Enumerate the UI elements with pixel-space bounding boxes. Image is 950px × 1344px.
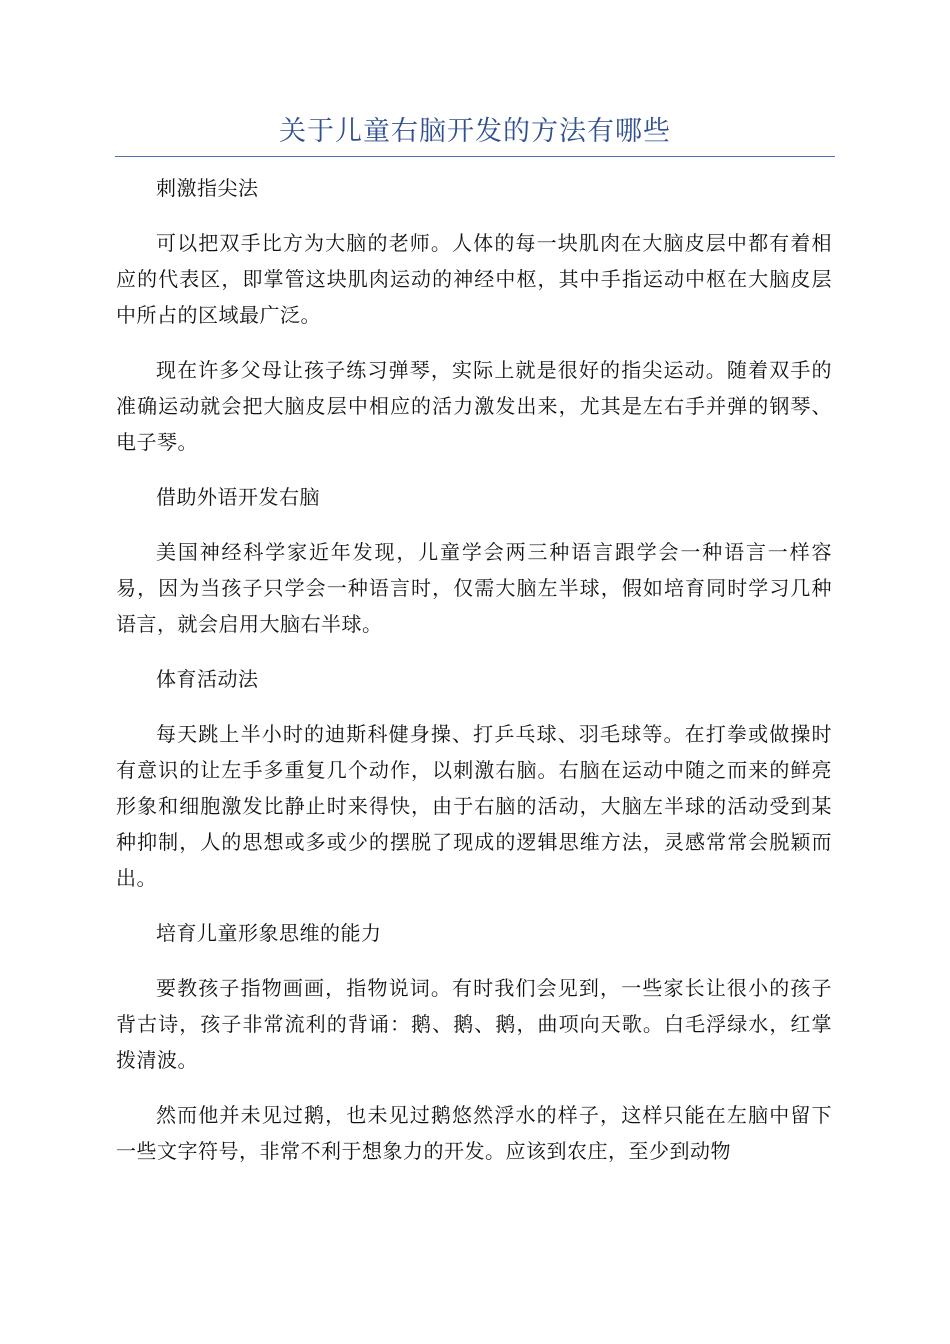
title-block — [115, 112, 835, 157]
body-paragraph: 每天跳上半小时的迪斯科健身操、打乒乓球、羽毛球等。在打拳或做操时有意识的让左手多重复几个动作，以刺激右脑。右脑在运动中随之而来的鲜亮形象和细胞激发比静止时来得快，由于右脑的活动，大脑左半球的活动受到某种抑制，人的思想或多或少的摆脱了现成的逻辑思维方法，灵感常常会脱颖而出。 — [116, 722, 832, 890]
body-paragraph: 要教孩子指物画画，指物说词。有时我们会见到，一些家长让很小的孩子背古诗，孩子非常流利的背诵：鹅、鹅、鹅，曲项向天歌。白毛浮绿水，红掌拨清波。 — [116, 976, 832, 1072]
section-heading: 刺激指尖法 — [156, 176, 259, 200]
section-heading: 借助外语开发右脑 — [156, 485, 320, 509]
section-heading: 体育活动法 — [156, 667, 259, 691]
body-paragraph: 现在许多父母让孩子练习弹琴，实际上就是很好的指尖运动。随着双手的准确运动就会把大脑皮层中相应的活力激发出来，尤其是左右手并弹的钢琴、电子琴。 — [116, 358, 832, 454]
section-heading: 培育儿童形象思维的能力 — [156, 921, 382, 945]
body-paragraph: 然而他并未见过鹅，也未见过鹅悠然浮水的样子，这样只能在左脑中留下一些文字符号，非常不利于想象力的开发。应该到农庄，至少到动物 — [116, 1103, 832, 1163]
body-paragraph: 可以把双手比方为大脑的老师。人体的每一块肌肉在大脑皮层中都有着相应的代表区，即掌管这块肌肉运动的神经中枢，其中手指运动中枢在大脑皮层中所占的区域最广泛。 — [116, 231, 832, 327]
document-body — [116, 170, 832, 1188]
page-title: 关于儿童右脑开发的方法有哪些 — [279, 116, 671, 147]
body-paragraph: 美国神经科学家近年发现，儿童学会两三种语言跟学会一种语言一样容易，因为当孩子只学会一种语言时，仅需大脑左半球，假如培育同时学习几种语言，就会启用大脑右半球。 — [116, 540, 832, 636]
